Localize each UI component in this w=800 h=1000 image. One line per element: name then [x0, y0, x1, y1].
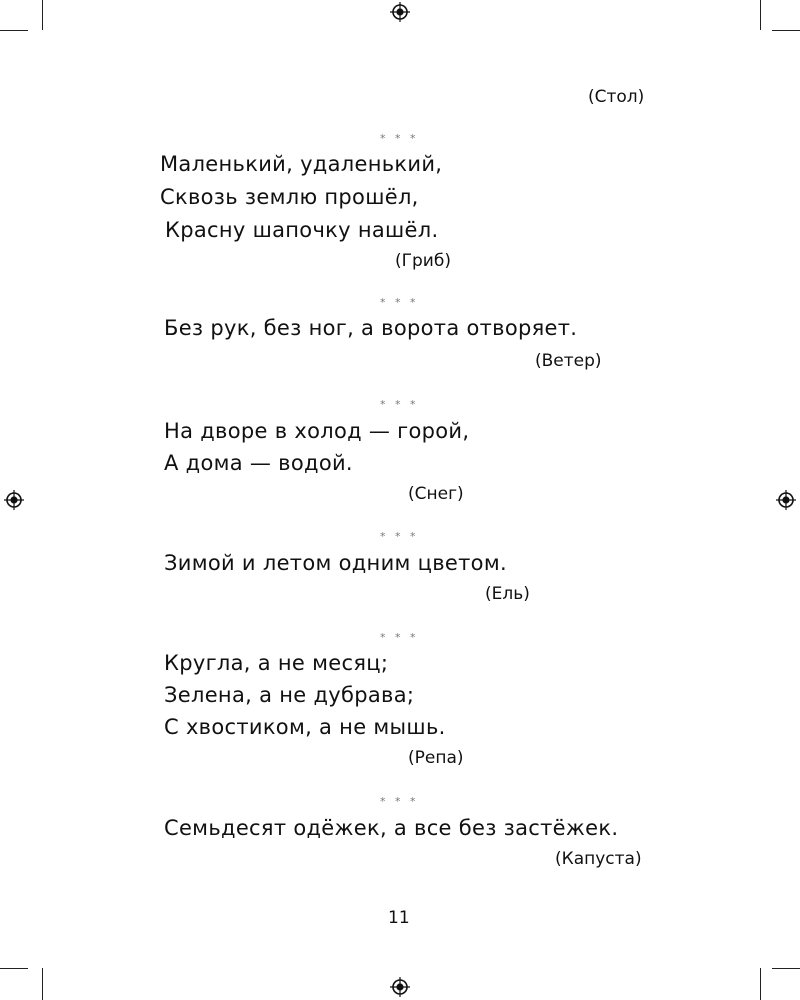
separator-stars: * * *: [380, 296, 419, 309]
registration-mark-top-icon: [389, 1, 411, 23]
riddle-line: Зелена, а не дубрава;: [164, 683, 415, 707]
crop-mark-top-right: [760, 0, 761, 30]
crop-mark-bottom-left: [42, 968, 43, 1000]
riddle-line: А дома — водой.: [164, 451, 353, 475]
separator-stars: * * *: [380, 631, 419, 644]
riddle-answer: (Снег): [408, 484, 464, 504]
riddle-line: С хвостиком, а не мышь.: [164, 715, 446, 739]
riddle-line: На дворе в холод — горой,: [164, 419, 470, 443]
riddle-line: Маленький, удаленький,: [160, 152, 443, 176]
riddle-answer: (Ель): [485, 584, 530, 604]
riddle-line: Без рук, без ног, а ворота отворяет.: [164, 316, 578, 340]
registration-mark-bottom-icon: [389, 976, 411, 998]
crop-mark-bottom-right: [760, 968, 761, 1000]
crop-mark-top-left-h: [0, 30, 28, 31]
crop-mark-bottom-left-h: [0, 968, 28, 969]
riddle-line: Кругла, а не месяц;: [164, 651, 389, 675]
page-number: 11: [388, 908, 410, 928]
riddle-answer: (Ветер): [535, 351, 602, 371]
riddle-answer: (Репа): [408, 748, 464, 768]
crop-mark-top-left: [42, 0, 43, 30]
separator-stars: * * *: [380, 795, 419, 808]
separator-stars: * * *: [380, 530, 419, 543]
riddle-line: Красну шапочку нашёл.: [165, 218, 439, 242]
crop-mark-top-right-h: [772, 30, 800, 31]
riddle-answer: (Гриб): [395, 251, 451, 271]
riddle-line: Зимой и летом одним цветом.: [164, 551, 507, 575]
riddle-line: Семьдесят одёжек, а все без застёжек.: [164, 816, 619, 840]
registration-mark-right-icon: [775, 489, 797, 511]
separator-stars: * * *: [380, 132, 419, 145]
separator-stars: * * *: [380, 398, 419, 411]
riddle-answer: (Капуста): [555, 849, 642, 869]
riddle-answer: (Стол): [588, 87, 645, 107]
riddle-line: Сквозь землю прошёл,: [160, 185, 419, 209]
crop-mark-bottom-right-h: [772, 968, 800, 969]
registration-mark-left-icon: [3, 489, 25, 511]
